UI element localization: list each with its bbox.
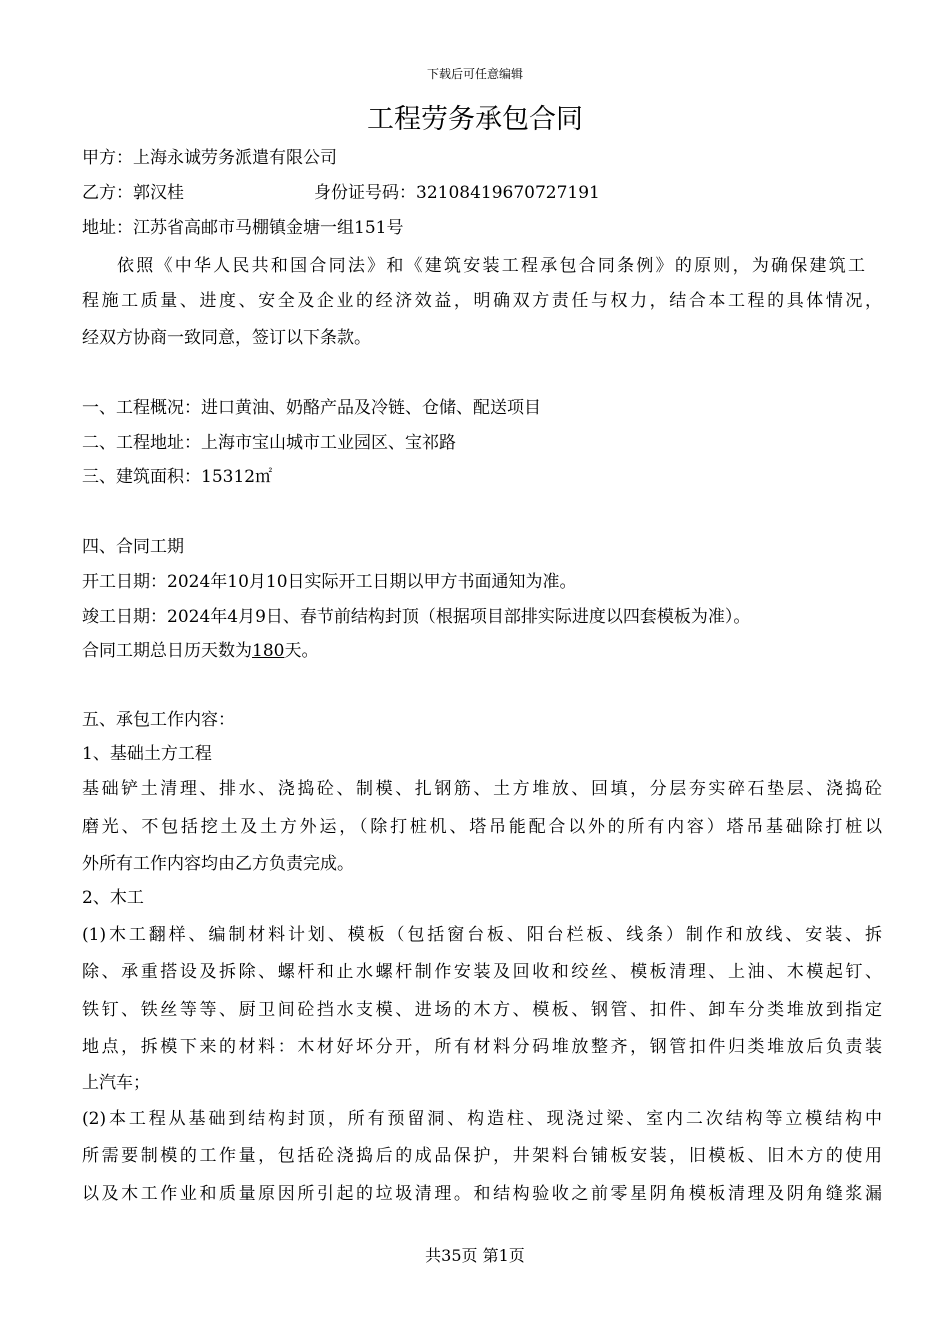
item-1-heading: 1、基础土方工程 (82, 744, 212, 764)
total-duration-prefix: 合同工期总日历天数为 (82, 641, 252, 661)
preamble-line: 依照《中华人民共和国合同法》和《建筑安装工程承包合同条例》的原则，为确保建筑工 (117, 256, 865, 276)
item-2-heading: 2、木工 (82, 888, 144, 908)
item-2-p1-line: 除、承重搭设及拆除、螺杆和止水螺杆制作安装及回收和绞丝、模板清理、上油、木模起钉、 (82, 962, 882, 982)
party-a: 甲方：上海永诚劳务派遣有限公司 (82, 148, 337, 168)
end-date: 竣工日期：2024年4月9日、春节前结构封顶（根据项目部排实际进度以四套模板为准）。 (82, 607, 751, 627)
section-2-address: 二、工程地址：上海市宝山城市工业园区、宝祁路 (82, 433, 456, 453)
item-2-p1-line: 上汽车； (82, 1073, 150, 1093)
party-b-name: 乙方：郭汉桂 (82, 183, 184, 203)
preamble-line: 经双方协商一致同意，签订以下条款。 (82, 328, 371, 348)
total-duration (82, 639, 882, 663)
item-1-line: 基础铲土清理、排水、浇捣砼、制模、扎钢筋、土方堆放、回填，分层夯实碎石垫层、浇捣砼 (82, 779, 882, 799)
section-4-heading: 四、合同工期 (82, 537, 184, 557)
header-note: 下载后可任意编辑 (426, 67, 523, 81)
section-5-heading: 五、承包工作内容： (82, 710, 235, 730)
page-footer: 共35页 第1页 (425, 1246, 525, 1265)
section-3-area: 三、建筑面积：15312㎡ (82, 467, 273, 487)
item-2-p1-line: 地点，拆模下来的材料：木材好坏分开，所有材料分码堆放整齐，钢管扣件归类堆放后负责装 (82, 1037, 882, 1057)
item-2-p1-line: 铁钉、铁丝等等、厨卫间砼挡水支模、进场的木方、模板、钢管、扣件、卸车分类堆放到指定 (82, 1000, 882, 1020)
item-1-line: 外所有工作内容均由乙方负责完成。 (82, 854, 354, 874)
section-1-overview: 一、工程概况：进口黄油、奶酪产品及冷链、仓储、配送项目 (82, 398, 541, 418)
item-2-p2-line: 所需要制模的工作量，包括砼浇捣后的成品保护，井架料台铺板安装，旧模板、旧木方的使用 (82, 1146, 882, 1166)
item-2-p2-line: (2)本工程从基础到结构封顶，所有预留洞、构造柱、现浇过梁、室内二次结构等立模结构中 (82, 1109, 882, 1129)
address: 地址：江苏省高邮市马棚镇金塘一组151号 (82, 218, 404, 238)
preamble-line: 程施工质量、进度、安全及企业的经济效益，明确双方责任与权力，结合本工程的具体情况， (82, 291, 882, 311)
party-b-id-number: 身份证号码：32108419670727191 (314, 183, 600, 203)
document-title: 工程劳务承包合同 (367, 104, 583, 135)
start-date: 开工日期：2024年10月10日实际开工日期以甲方书面通知为准。 (82, 572, 577, 592)
item-1-line: 磨光、不包括挖土及土方外运，（除打桩机、塔吊能配合以外的所有内容）塔吊基础除打桩以 (82, 817, 882, 837)
item-2-p1-line: (1)木工翻样、编制材料计划、模板（包括窗台板、阳台栏板、线条）制作和放线、安装、拆 (82, 925, 882, 945)
item-2-p2-line: 以及木工作业和质量原因所引起的垃圾清理。和结构验收之前零星阴角模板清理及阴角缝浆漏 (82, 1184, 882, 1204)
party-b (82, 181, 882, 205)
total-duration-days: 180 (252, 641, 285, 661)
total-duration-suffix: 天。 (284, 641, 319, 661)
